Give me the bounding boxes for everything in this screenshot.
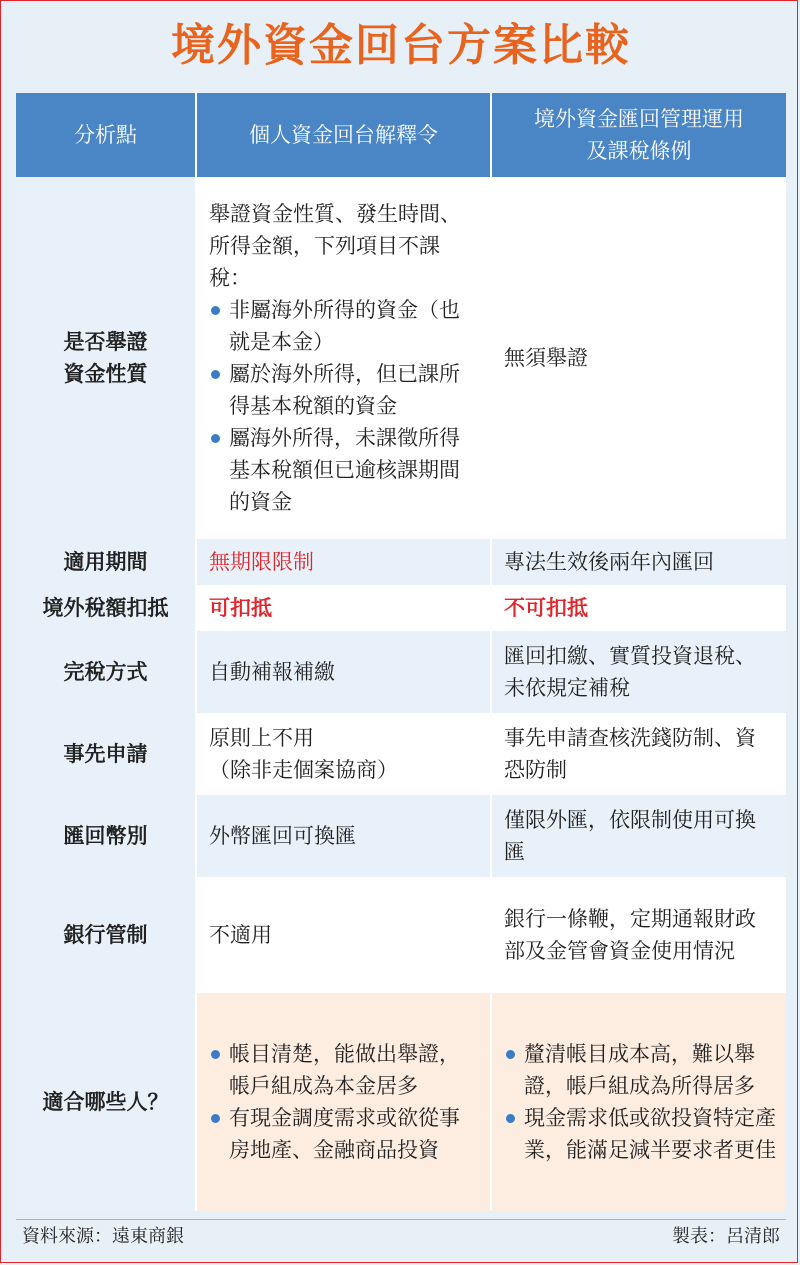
cell-personal: 不適用 [196, 877, 491, 993]
cell-personal [196, 177, 491, 539]
cell-act: 僅限外匯，依限制使用可換匯 [491, 795, 786, 877]
table-row [16, 177, 786, 539]
cell-personal: 無期限限制 [196, 539, 491, 585]
bullet-list [209, 1038, 480, 1166]
cell-personal: 外幣匯回可換匯 [196, 795, 491, 877]
list-item: 現金需求低或欲投資特定產業，能滿足減半要求者更佳 [504, 1102, 776, 1166]
header-analysis: 分析點 [16, 93, 196, 177]
list-item: 帳目清楚，能做出舉證，帳戶組成為本金居多 [209, 1038, 480, 1102]
row-label: 完稅方式 [16, 631, 196, 713]
cell-intro: 舉證資金性質、發生時間、所得金額，下列項目不課稅： [209, 202, 461, 290]
footer [16, 1219, 786, 1256]
row-label: 適合哪些人？ [16, 993, 196, 1211]
list-item: 有現金調度需求或欲從事房地產、金融商品投資 [209, 1102, 480, 1166]
cell-personal [196, 993, 491, 1211]
table-row [16, 631, 786, 713]
author-note: 製表：呂清郎 [672, 1226, 780, 1247]
row-label: 境外稅額扣抵 [16, 585, 196, 631]
bullet-list [209, 294, 480, 518]
list-item: 屬海外所得，未課徵所得基本稅額但已逾核課期間的資金 [209, 422, 480, 518]
table-row [16, 993, 786, 1211]
cell-act: 匯回扣繳、實質投資退稅、未依規定補稅 [491, 631, 786, 713]
source-note: 資料來源：遠東商銀 [22, 1226, 184, 1247]
cell-act: 專法生效後兩年內匯回 [491, 539, 786, 585]
page-title: 境外資金回台方案比較 [171, 20, 631, 71]
list-item: 釐清帳目成本高，難以舉證，帳戶組成為所得居多 [504, 1038, 776, 1102]
comparison-table [16, 93, 786, 1211]
cell-personal: 自動補報補繳 [196, 631, 491, 713]
cell-personal: 原則上不用 （除非走個案協商） [196, 713, 491, 795]
cell-act: 無須舉證 [491, 177, 786, 539]
table-row [16, 713, 786, 795]
row-label: 匯回幣別 [16, 795, 196, 877]
row-label: 事先申請 [16, 713, 196, 795]
table-row [16, 795, 786, 877]
row-label: 適用期間 [16, 539, 196, 585]
cell-act: 事先申請查核洗錢防制、資恐防制 [491, 713, 786, 795]
table-row [16, 585, 786, 631]
bullet-list [504, 1038, 776, 1166]
header-personal: 個人資金回台解釋令 [196, 93, 491, 177]
cell-act: 銀行一條鞭，定期通報財政部及金管會資金使用情況 [491, 877, 786, 993]
header-act: 境外資金匯回管理運用 及課稅條例 [491, 93, 786, 177]
table-row [16, 877, 786, 993]
cell-act [491, 993, 786, 1211]
row-label: 是否舉證 資金性質 [16, 177, 196, 539]
list-item: 非屬海外所得的資金（也就是本金） [209, 294, 480, 358]
table-header-row [16, 93, 786, 177]
row-label: 銀行管制 [16, 877, 196, 993]
cell-personal: 可扣抵 [196, 585, 491, 631]
cell-act: 不可扣抵 [491, 585, 786, 631]
table-row [16, 539, 786, 585]
list-item: 屬於海外所得，但已課所得基本稅額的資金 [209, 358, 480, 422]
